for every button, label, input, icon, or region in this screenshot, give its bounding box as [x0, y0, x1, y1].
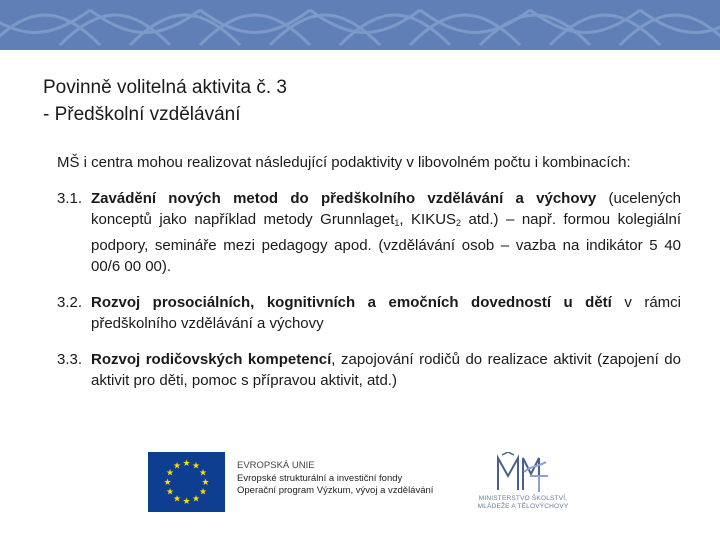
item-number: 3.2.	[57, 293, 83, 311]
svg-text:★: ★	[198, 487, 208, 498]
list-item-3-1	[57, 188, 681, 278]
eu-program-line: Operační program Výzkum, vývoj a vzdělávání	[237, 485, 434, 496]
footnote-marker: 2	[456, 218, 462, 228]
svg-text:★: ★	[172, 494, 182, 505]
svg-text:★: ★	[182, 497, 191, 507]
msmt-logo-icon	[468, 452, 578, 496]
intro-paragraph: MŠ i centra mohou realizovat následující podaktivity v libovolném počtu i kombinacích:	[57, 154, 631, 171]
svg-text:★: ★	[201, 478, 210, 488]
svg-text:★: ★	[182, 459, 191, 469]
eu-funds-line: Evropské strukturální a investiční fondy	[237, 472, 403, 484]
item-number: 3.1.	[57, 189, 83, 207]
footnote-marker: 1	[394, 218, 400, 228]
item-text: v rámci předškolního vzdělávání a výchovy	[91, 293, 682, 332]
svg-text:★: ★	[191, 494, 201, 505]
title-line-2: - Předškolní vzdělávání	[43, 104, 241, 125]
svg-text:★: ★	[165, 487, 175, 498]
item-text: , zapojování rodičů do realizace aktivit (zapojení do aktivit pro děti, pomoc s přípravou aktivit, atd.)	[91, 350, 681, 389]
msmt-line-2: MLÁDEŽE A TĚLOVÝCHOVY	[477, 503, 569, 510]
slide-content	[57, 152, 681, 406]
slide-title	[43, 74, 543, 128]
list-item-3-3	[57, 349, 681, 392]
eu-program-text	[237, 460, 433, 498]
list-item-3-2	[57, 292, 681, 335]
item-number: 3.3.	[57, 350, 83, 368]
item-bold-text: Rozvoj prosociálních, kognitivních a emočních dovedností u dětí	[91, 293, 612, 311]
eu-title: EVROPSKÁ UNIE	[237, 460, 315, 471]
svg-text:★: ★	[198, 468, 208, 479]
item-text: atd.) – např. formou kolegiální podpory, semináře mezi pedagogy apod. (vzdělávání osob – vazba na indikátor 5 40 00/6 00 00).	[91, 211, 681, 275]
header-banner	[0, 0, 720, 50]
item-bold-text: Zavádění nových metod do předškolního vzdělávání a výchovy	[91, 189, 597, 207]
logo-bar	[148, 452, 578, 514]
svg-text:★: ★	[191, 461, 201, 472]
msmt-caption	[468, 495, 578, 511]
svg-text:★: ★	[163, 478, 172, 488]
msmt-line-1: MINISTERSTVO ŠKOLSTVÍ,	[478, 495, 568, 502]
banner-pattern	[0, 0, 720, 50]
title-line-1: Povinně volitelná aktivita č. 3	[43, 77, 287, 98]
msmt-logo	[468, 452, 578, 514]
item-text: , KIKUS	[399, 211, 457, 228]
svg-text:★: ★	[165, 468, 175, 479]
eu-stars	[148, 452, 225, 512]
svg-text:★: ★	[172, 461, 182, 472]
item-text: (ucelených konceptů jako například metody Grunnlaget	[91, 189, 681, 228]
eu-flag-icon	[148, 452, 225, 512]
item-bold-text: Rozvoj rodičovských kompetencí	[91, 350, 332, 368]
